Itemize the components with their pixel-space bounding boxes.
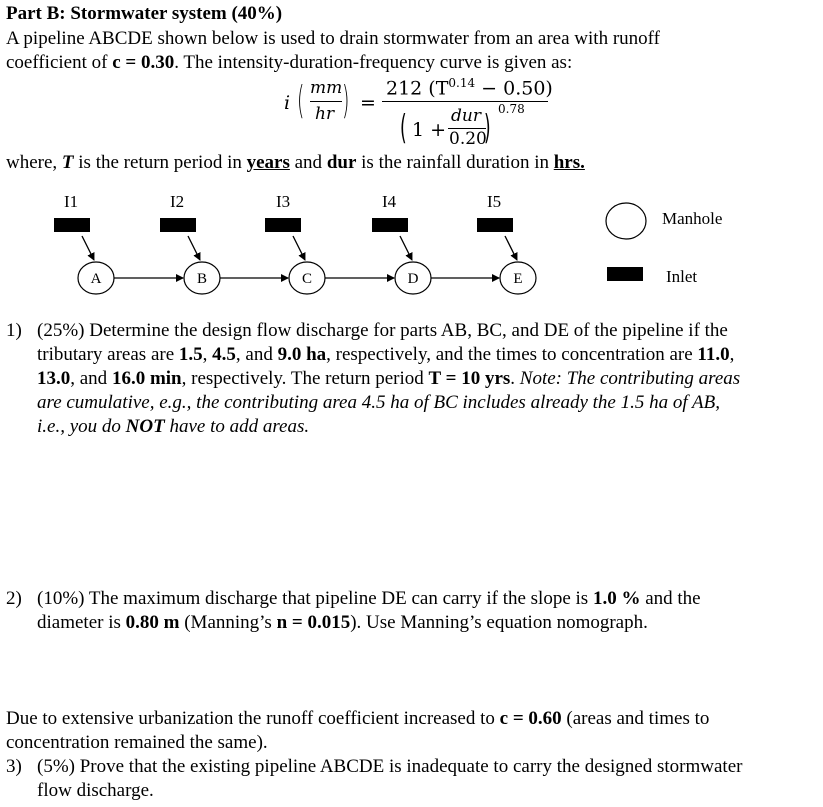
pipeline-diagram	[0, 185, 823, 305]
manhole-label-d: D	[407, 271, 419, 287]
inlet-bar-5	[477, 218, 513, 232]
formula-equals: =	[360, 92, 376, 114]
formula-i: i	[284, 92, 291, 114]
formula-den-one: 1 +	[412, 119, 447, 141]
manhole-label-b: B	[196, 271, 208, 287]
manhole-label-a: A	[90, 271, 102, 287]
inlet-label-5: I5	[487, 192, 502, 211]
formula-unit-num: mm	[310, 78, 343, 98]
legend-manhole-label: Manhole	[662, 209, 723, 228]
formula-den-exp: 0.78	[498, 102, 525, 116]
question-3-number: 3)	[6, 756, 22, 777]
formula-den-dur: dur	[451, 106, 481, 126]
formula-unit-den: hr	[315, 104, 335, 124]
legend-inlet-icon	[607, 267, 643, 281]
question-1-line-2: tributary areas are 1.5, 4.5, and 9.0 ha, respectively, and the times to concentration are 11.0,	[37, 344, 735, 365]
inlet-arrow-5	[505, 236, 517, 260]
inlet-bar-2	[160, 218, 196, 232]
inlet-arrow-3	[293, 236, 305, 260]
question-2-line-1: (10%) The maximum discharge that pipeline DE can carry if the slope is 1.0 % and the	[37, 588, 701, 609]
inlet-arrow-1	[82, 236, 94, 260]
question-1-number: 1)	[6, 320, 22, 341]
question-2-number: 2)	[6, 588, 22, 609]
manhole-label-e: E	[513, 271, 523, 287]
question-3-line-1: (5%) Prove that the existing pipeline ABCDE is inadequate to carry the designed stormwater	[37, 756, 743, 777]
formula-lparen: (	[297, 78, 305, 122]
formula-den-rparen: )	[484, 108, 491, 148]
legend-inlet-label: Inlet	[666, 267, 698, 286]
question-1-line-1: (25%) Determine the design flow discharge for parts AB, BC, and DE of the pipeline if the	[37, 320, 728, 341]
where-line: where, T is the return period in years and dur is the rainfall duration in hrs.	[6, 152, 585, 173]
formula-numerator: 212 $(T^{0.14} - 0.50)$	[386, 76, 553, 100]
inlet-arrow-4	[400, 236, 412, 260]
urbanization-line-1: Due to extensive urbanization the runoff coefficient increased to c = 0.60 (areas and times to	[6, 708, 710, 729]
formula-unit-bar	[310, 101, 342, 102]
intro-line-2: coefficient of c = 0.30. The intensity-duration-frequency curve is given as:	[6, 52, 573, 73]
question-1-line-3: 13.0, and 16.0 min, respectively. The return period T = 10 yrs. Note: The contributing areas	[37, 368, 741, 389]
manhole-label-c: C	[301, 271, 313, 287]
intro-line-1: A pipeline ABCDE shown below is used to drain stormwater from an area with runoff	[6, 28, 660, 49]
inlet-bar-4	[372, 218, 408, 232]
part-title: Part B: Stormwater system (40%)	[6, 3, 283, 24]
question-1-line-5: i.e., you do NOT have to add areas.	[37, 416, 310, 437]
inlet-label-4: I4	[382, 192, 397, 211]
legend-manhole-icon	[606, 203, 646, 239]
inlet-bar-1	[54, 218, 90, 232]
question-2-line-2: diameter is 0.80 m (Manning’s n = 0.015). Use Manning’s equation nomograph.	[37, 612, 648, 633]
inlet-label-1: I1	[64, 192, 79, 211]
formula-rparen: )	[342, 78, 350, 122]
question-3-line-2: flow discharge.	[37, 780, 154, 801]
runoff-coefficient: c = 0.30	[112, 52, 175, 73]
inlet-label-3: I3	[276, 192, 291, 211]
formula-den-020: 0.20	[449, 129, 487, 149]
urbanization-line-2: concentration remained the same).	[6, 732, 268, 753]
inlet-arrow-2	[188, 236, 200, 260]
inlet-label-2: I2	[170, 192, 185, 211]
formula-den-lparen: (	[400, 108, 407, 148]
inlet-bar-3	[265, 218, 301, 232]
question-1-line-4: are cumulative, e.g., the contributing area 4.5 ha of BC includes already the 1.5 ha of AB,	[37, 392, 721, 413]
